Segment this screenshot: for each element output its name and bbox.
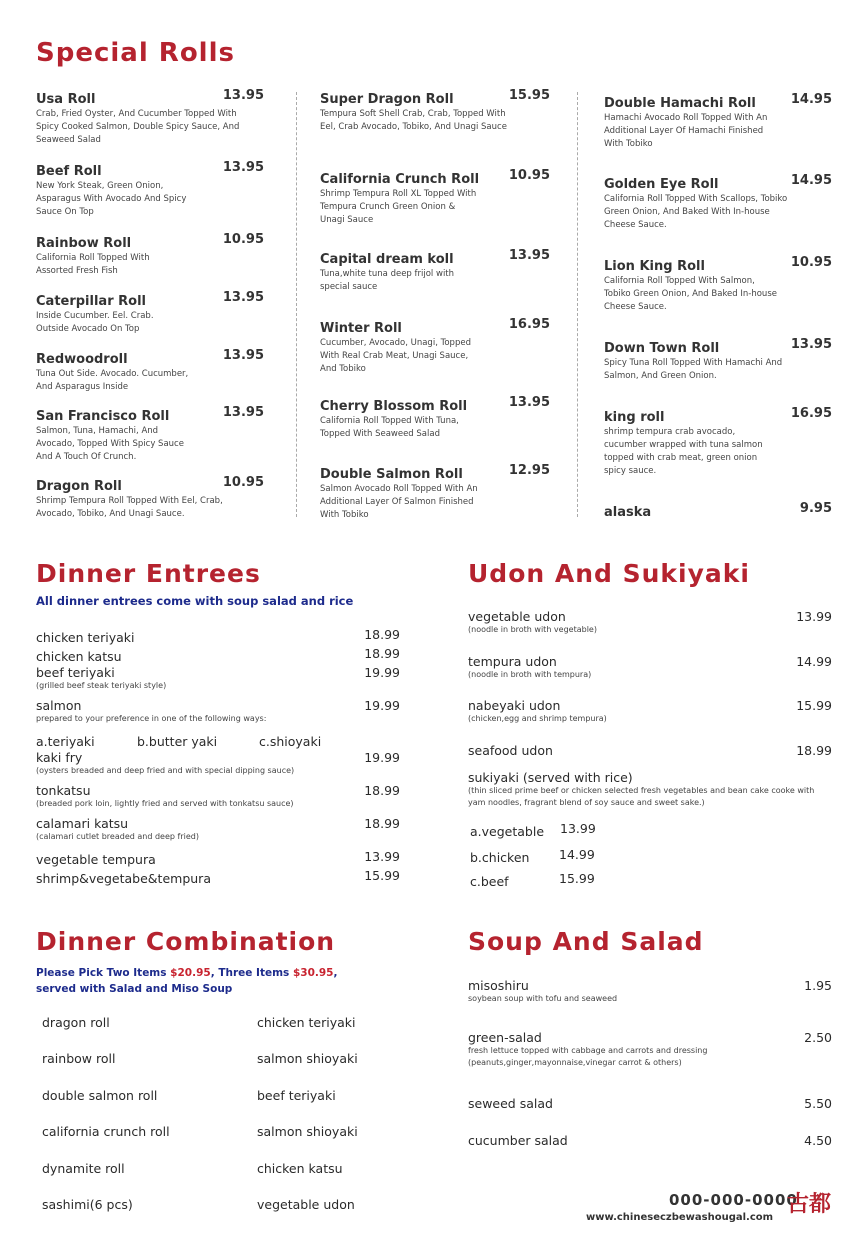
roll-desc: California Roll Topped With Scallops, Tobiko Green Onion, And Baked With In-house Cheese Sauce. (604, 194, 788, 230)
roll-desc: Hamachi Avocado Roll Topped With An Additional Layer Of Hamachi Finished With Tobiko (604, 113, 768, 149)
soup-name: cucumber salad (468, 1133, 568, 1148)
salmon-option (36, 731, 95, 750)
soup-price: 5.50 (804, 1096, 832, 1111)
roll-item (320, 395, 550, 441)
roll-price: 13.95 (790, 337, 832, 352)
roll-name: Winter Roll (320, 321, 402, 336)
udon-price: 18.99 (796, 743, 832, 758)
udon-name: seafood udon (468, 743, 553, 758)
roll-desc: New York Steak, Green Onion, Asparagus With Avocado And Spicy Sauce On Top (36, 181, 187, 217)
roll-name: Beef Roll (36, 164, 102, 179)
udon-desc: (noodle in broth with vegetable) (468, 625, 597, 634)
roll-name: Super Dragon Roll (320, 92, 454, 107)
udon-row (468, 698, 832, 725)
sukiyaki-option-price: 13.99 (560, 821, 596, 836)
entree-row (36, 665, 400, 692)
entree-row (36, 868, 400, 887)
combo-item: chicken katsu (257, 1161, 343, 1176)
salmon-option (259, 731, 321, 750)
entree-price: 18.99 (364, 783, 400, 798)
special-rolls-title: Special Rolls (36, 38, 235, 68)
entree-row (36, 849, 400, 868)
roll-name: Double Salmon Roll (320, 467, 463, 482)
soup-name: misoshiru (468, 978, 529, 993)
entree-price: 19.99 (364, 698, 400, 713)
sukiyaki-option-name: b.chicken (470, 850, 530, 865)
combo-item: salmon shioyaki (257, 1124, 358, 1139)
sukiyaki-option (470, 871, 595, 890)
roll-name: Golden Eye Roll (604, 177, 719, 192)
roll-name: Dragon Roll (36, 479, 122, 494)
roll-desc: Tempura Soft Shell Crab, Crab, Topped With Eel, Crab Avocado, Tobiko, And Unagi Sauce (320, 109, 507, 132)
entree-name: kaki fry (36, 750, 83, 765)
soup-row (468, 1030, 832, 1069)
roll-desc: California Roll Topped With Assorted Fresh Fish (36, 253, 150, 276)
combination-note-line2: served with Salad and Miso Soup (36, 983, 233, 995)
roll-desc: shrimp tempura crab avocado, cucumber wrapped with tuna salmon topped with crab meat, green onion spicy sauce. (604, 427, 763, 476)
combination-price-two: $20.95 (170, 967, 211, 979)
combo-item: chicken teriyaki (257, 1015, 356, 1030)
soup-row (468, 978, 832, 1005)
sukiyaki-option (470, 847, 595, 866)
roll-name: alaska (604, 505, 652, 520)
udon-price: 14.99 (796, 654, 832, 669)
entree-name: beef teriyaki (36, 665, 115, 680)
roll-price: 14.95 (790, 92, 832, 107)
entree-price: 19.99 (364, 750, 400, 765)
udon-desc: (chicken,egg and shrimp tempura) (468, 714, 607, 723)
website-url: www.chineseczbewashougal.com (586, 1212, 774, 1223)
sukiyaki-option (470, 821, 596, 840)
roll-desc: Crab, Fried Oyster, And Cucumber Topped With Spicy Cooked Salmon, Double Spicy Sauce, And Seaweed Salad (36, 109, 240, 145)
roll-price: 12.95 (508, 463, 550, 478)
sukiyaki-row (468, 770, 834, 809)
combination-price-three: $30.95 (292, 967, 334, 979)
dinner-entrees-title: Dinner Entrees (36, 559, 261, 588)
combo-item: dynamite roll (42, 1161, 125, 1176)
roll-desc: Salmon Avocado Roll Topped With An Additional Layer Of Salmon Finished With Tobiko (320, 484, 478, 520)
combination-note (36, 965, 338, 997)
soup-desc: soybean soup with tofu and seaweed (468, 994, 618, 1003)
udon-price: 13.99 (796, 609, 832, 624)
udon-name: nabeyaki udon (468, 698, 561, 713)
roll-price: 15.95 (508, 88, 550, 103)
roll-price: 10.95 (508, 168, 550, 183)
combo-item: rainbow roll (42, 1051, 116, 1066)
udon-title: Udon And Sukiyaki (468, 559, 750, 588)
entree-desc: (oysters breaded and deep fried and with special dipping sauce) (36, 766, 295, 775)
soup-row (468, 1133, 832, 1148)
sukiyaki-option-name: a.vegetable (470, 824, 545, 839)
combo-item: california crunch roll (42, 1124, 170, 1139)
udon-row (468, 609, 832, 636)
entree-row (36, 783, 400, 810)
soup-name: seweed salad (468, 1096, 553, 1111)
entree-name: chicken katsu (36, 649, 122, 664)
roll-desc: California Roll Topped With Salmon, Tobiko Green Onion, And Baked In-house Cheese Sauce. (604, 276, 777, 312)
salmon-option-label: b.butter yaki (137, 734, 218, 749)
roll-name: San Francisco Roll (36, 409, 170, 424)
entree-name: chicken teriyaki (36, 630, 135, 645)
roll-item (604, 255, 832, 314)
soup-row (468, 1096, 832, 1111)
entree-row (36, 750, 400, 777)
roll-item (320, 317, 550, 376)
entree-desc: prepared to your preference in one of the following ways: (36, 714, 267, 723)
dinner-entrees-note: All dinner entrees come with soup salad and rice (36, 594, 354, 608)
soup-name: green-salad (468, 1030, 542, 1045)
roll-item (604, 501, 832, 520)
roll-price: 13.95 (508, 395, 550, 410)
udon-price: 15.99 (796, 698, 832, 713)
combo-item: sashimi(6 pcs) (42, 1197, 133, 1212)
roll-price: 13.95 (508, 248, 550, 263)
sukiyaki-desc: (thin sliced prime beef or chicken selected fresh vegetables and bean cake cooke with yam noodles, fragrant blend of soy sauce and sweet sake.) (468, 786, 815, 807)
sukiyaki-option-name: c.beef (470, 874, 509, 889)
roll-item (36, 405, 268, 464)
combo-item: salmon shioyaki (257, 1051, 358, 1066)
entree-desc: (grilled beef steak teriyaki style) (36, 681, 167, 690)
restaurant-logo: 古都 (787, 1191, 832, 1217)
roll-price: 13.95 (222, 290, 264, 305)
roll-item (36, 160, 268, 219)
roll-item (36, 232, 268, 278)
entree-price: 18.99 (364, 627, 400, 642)
entree-price: 18.99 (364, 816, 400, 831)
entree-name: tonkatsu (36, 783, 91, 798)
combo-item: dragon roll (42, 1015, 110, 1030)
entree-price: 13.99 (364, 849, 400, 864)
phone-number: 000-000-0000 (669, 1191, 798, 1209)
entree-name: calamari katsu (36, 816, 129, 831)
roll-item (320, 463, 550, 522)
roll-price: 10.95 (790, 255, 832, 270)
roll-desc: Tuna Out Side. Avocado. Cucumber, And Asparagus Inside (36, 369, 189, 392)
combo-item: beef teriyaki (257, 1088, 336, 1103)
roll-price: 13.95 (222, 348, 264, 363)
entree-name: shrimp&vegetabe&tempura (36, 871, 211, 886)
soup-price: 4.50 (804, 1133, 832, 1148)
roll-name: Capital dream koll (320, 252, 454, 267)
entree-price: 18.99 (364, 646, 400, 661)
roll-desc: Spicy Tuna Roll Topped With Hamachi And Salmon, And Green Onion. (604, 358, 783, 381)
roll-item (320, 88, 550, 134)
roll-desc: California Roll Topped With Tuna, Topped With Seaweed Salad (320, 416, 459, 439)
roll-price: 13.95 (222, 405, 264, 420)
entree-row (36, 627, 400, 646)
roll-item (36, 348, 268, 394)
roll-name: Rainbow Roll (36, 236, 132, 251)
roll-name: Double Hamachi Roll (604, 96, 756, 111)
roll-price: 13.95 (222, 160, 264, 175)
roll-name: king roll (604, 410, 665, 425)
roll-item (604, 173, 832, 232)
roll-desc: Shrimp Tempura Roll Topped With Eel, Crab, Avocado, Tobiko, And Unagi Sauce. (36, 496, 223, 519)
roll-desc: Cucumber, Avocado, Unagi, Topped With Real Crab Meat, Unagi Sauce, And Tobiko (320, 338, 471, 374)
roll-item (604, 406, 832, 478)
roll-desc: Shrimp Tempura Roll XL Topped With Tempura Crunch Green Onion & Unagi Sauce (320, 189, 477, 225)
udon-name: vegetable udon (468, 609, 566, 624)
roll-price: 13.95 (222, 88, 264, 103)
udon-desc: (noodle in broth with tempura) (468, 670, 592, 679)
roll-price: 9.95 (799, 501, 832, 516)
udon-row (468, 743, 832, 758)
combo-item: vegetable udon (257, 1197, 355, 1212)
entree-desc: (breaded pork loin, lightly fried and served with tonkatsu sauce) (36, 799, 294, 808)
sukiyaki-option-price: 15.99 (559, 871, 595, 886)
combination-note-text: , Three Items (210, 967, 293, 979)
sukiyaki-option-price: 14.99 (559, 847, 595, 862)
roll-name: California Crunch Roll (320, 172, 480, 187)
sukiyaki-name: sukiyaki (served with rice) (468, 770, 633, 785)
salmon-option-label: c.shioyaki (259, 734, 322, 749)
roll-desc: Inside Cucumber. Eel. Crab. Outside Avocado On Top (36, 311, 154, 334)
combination-note-text: Please Pick Two Items (36, 967, 171, 979)
entree-price: 19.99 (364, 665, 400, 680)
roll-desc: Salmon, Tuna, Hamachi, And Avocado, Topped With Spicy Sauce And A Touch Of Crunch. (36, 426, 184, 462)
roll-item (604, 92, 832, 151)
entree-row (36, 646, 400, 665)
roll-name: Cherry Blossom Roll (320, 399, 468, 414)
entree-row (36, 816, 400, 843)
roll-price: 14.95 (790, 173, 832, 188)
dinner-combination-title: Dinner Combination (36, 927, 336, 956)
roll-item (36, 88, 268, 147)
soup-salad-title: Soup And Salad (468, 927, 704, 956)
roll-item (36, 475, 268, 521)
entree-price: 15.99 (364, 868, 400, 883)
roll-price: 10.95 (222, 232, 264, 247)
roll-price: 10.95 (222, 475, 264, 490)
udon-name: tempura udon (468, 654, 557, 669)
column-divider (296, 92, 297, 517)
soup-price: 1.95 (804, 978, 832, 993)
roll-item (320, 168, 550, 227)
soup-desc: fresh lettuce topped with cabbage and carrots and dressing (peanuts,ginger,mayonnaise,vinegar carrot & others) (468, 1046, 708, 1067)
roll-price: 16.95 (508, 317, 550, 332)
entree-desc: (calamari cutlet breaded and deep fried) (36, 832, 199, 841)
salmon-option (137, 731, 217, 750)
combination-note-text: , (333, 967, 338, 979)
roll-name: Usa Roll (36, 92, 96, 107)
soup-price: 2.50 (804, 1030, 832, 1045)
entree-name: salmon (36, 698, 82, 713)
roll-name: Redwoodroll (36, 352, 128, 367)
udon-row (468, 654, 832, 681)
roll-price: 16.95 (790, 406, 832, 421)
roll-item (604, 337, 832, 383)
entree-name: vegetable tempura (36, 852, 156, 867)
roll-name: Caterpillar Roll (36, 294, 146, 309)
column-divider (577, 92, 578, 517)
roll-name: Down Town Roll (604, 341, 720, 356)
combo-item: double salmon roll (42, 1088, 158, 1103)
roll-item (320, 248, 550, 294)
salmon-option-label: a.teriyaki (36, 734, 95, 749)
entree-row (36, 698, 400, 725)
roll-name: Lion King Roll (604, 259, 705, 274)
roll-item (36, 290, 268, 336)
roll-desc: Tuna,white tuna deep frijol with special sauce (320, 269, 455, 292)
